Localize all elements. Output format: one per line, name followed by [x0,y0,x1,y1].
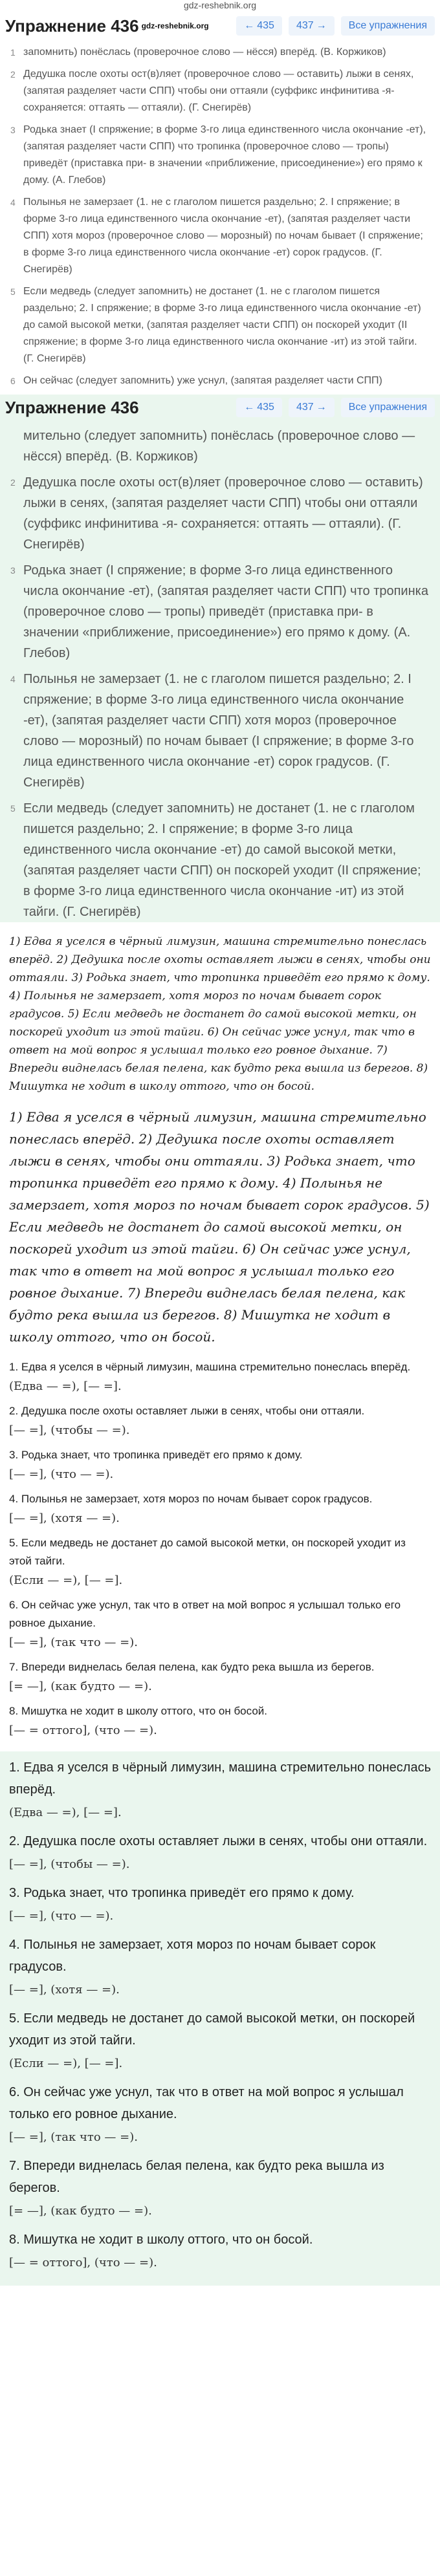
next-exercise-button[interactable]: 437 → [289,16,335,36]
list-item [10,122,430,189]
site-watermark-top: gdz-reshebnik.org [183,0,257,10]
all-exercises-button-2[interactable]: Все упражнения [341,398,435,417]
list-item [10,669,430,793]
schemes-list-2 [0,1751,440,2286]
page-title: Упражнение 436 [5,16,139,36]
item-number: 2 [10,69,16,80]
sentence-text: 3. Родька знает, что тропинка приведёт его прямо к дому. [9,1449,303,1461]
list-item [10,373,430,389]
analysis-text-2: 1) Едва я уселся в чёрный лимузин, машина стремительно понеслась вперёд. 2) Дедушка после охоты оставляет лыжи в сенях, чтобы они оттаяли. 3) Родька знает, что тропинка приведёт его прямо к дому. 4) Полынья не замерзает, хотя мороз по ночам бывает сорок градусов. 5) Если медведь не достанет до самой высокой метки, он поскорей уходит из этой тайги. 6) Он сейчас уже уснул, так что в ответ на мой вопрос я услышал только его ровное дыхание. 7) Впереди виднелась белая пелена, как будто река вышла из берегов. 8) Мишутка не ходит в школу оттого, что он босой. [9,1109,430,1345]
sentence-scheme: (Если — =), [— =]. [9,2057,123,2070]
sentence-text: 3. Родька знает, что тропинка приведёт его прямо к дому. [9,1886,355,1900]
exercise-header-2 [0,395,440,420]
exercise-list [0,44,440,389]
list-item [10,426,430,467]
item-text: Дедушка после охоты ост(в)ляет (проверочное слово — оставить) лыжи в сенях, (запятая разделяет части СПП) чтобы они оттаяли (суффикс инфинитива -я- сохраняется: оттаять — оттаяли). (Г. Снегирёв) [23,475,423,552]
item-number: 5 [10,803,16,814]
item-text: Если медведь (следует запомнить) не достанет (1. не с глаголом пишется раздельно; 2. I спряжение; в форме 3-го лица единственного числа окончание -ет) до самой высокой метки, (запятая разделяет части СПП) он поскорей уходит (II спряжение; в форме 3-го лица единственного числа окончание -ит) из этой тайги. (Г. Снегирёв) [23,286,421,364]
exercise-list-2 [0,426,440,922]
sentence-text: 4. Полынья не замерзает, хотя мороз по ночам бывает сорок градусов. [9,1938,376,1974]
list-item [10,472,430,555]
sentence-scheme: [— =], (что — =). [9,1467,114,1481]
sentence-scheme: (Если — =), [— =]. [9,1574,123,1587]
sentence-text: 2. Дедушка после охоты оставляет лыжи в сенях, чтобы они оттаяли. [9,1834,428,1848]
arrow-right-icon: → [316,402,327,413]
arrow-left-icon: ← [244,402,255,413]
sentence-text: 4. Полынья не замерзает, хотя мороз по ночам бывает сорок градусов. [9,1493,373,1505]
sentence-text: 1. Едва я уселся в чёрный лимузин, машина стремительно понеслась вперёд. [9,1361,411,1373]
prev-exercise-button[interactable]: ← 435 [236,16,282,36]
item-text: запомнить) понёслась (проверочное слово — нёсся) вперёд. (В. Коржиков) [23,47,386,58]
list-item [10,194,430,278]
exercise-block-2 [0,395,440,922]
exercise-header [0,13,440,39]
arrow-left-icon: ← [244,20,255,31]
item-text: Полынья не замерзает (1. не с глаголом пишется раздельно; 2. I спряжение; в форме 3-го лица единственного числа окончание -ет), (запятая разделяет части СПП) хотя мороз (проверочное слово — морозный) по ночам бывает (I спряжение; в форме 3-го лица единственного числа окончание -ет) сорок градусов. (Г. Снегирёв) [23,197,423,275]
sentence-text: 1. Едва я уселся в чёрный лимузин, машина стремительно понеслась вперёд. [9,1760,432,1797]
next-exercise-button-2[interactable]: 437 → [289,398,335,417]
item-number: 1 [10,47,16,58]
sentence-scheme: [— = оттого], (что — =). [9,1724,157,1737]
item-text: Полынья не замерзает (1. не с глаголом пишется раздельно; 2. I спряжение; в форме 3-го лица единственного числа окончание -ет), (запятая разделяет части СПП) хотя мороз (проверочное слово — морозный) по ночам бывает (I спряжение; в форме 3-го лица единственного числа окончание -ет) сорок градусов. (Г. Снегирёв) [23,672,414,790]
sentence-text: 6. Он сейчас уже уснул, так что в ответ на мой вопрос я услышал только его ровное дыхание. [9,2085,404,2121]
sentence-scheme: [— =], (так что — =). [9,2130,138,2144]
sentence-scheme: [— =], (чтобы — =). [9,1423,130,1437]
item-number: 5 [10,287,16,297]
item-text: мительно (следует запомнить) понёслась (проверочное слово — нёсся) вперёд. (В. Коржиков) [23,429,415,464]
item-number: 2 [10,477,16,488]
sentence-text: 8. Мишутка не ходит в школу оттого, что он босой. [9,1705,267,1717]
sentence-text: 7. Впереди виднелась белая пелена, как будто река вышла из берегов. [9,2159,384,2195]
sentence-text: 6. Он сейчас уже уснул, так что в ответ на мой вопрос я услышал только его ровное дыхание. [9,1599,401,1629]
item-number: 6 [10,376,16,386]
item-number: 3 [10,125,16,135]
sentence-scheme: [— =], (чтобы — =). [9,1857,130,1871]
item-text: Если медведь (следует запомнить) не достанет (1. не с глаголом пишется раздельно; 2. I спряжение; в форме 3-го лица единственного числа окончание -ет) до самой высокой метки, (запятая разделяет части СПП) он поскорей уходит (II спряжение; в форме 3-го лица единственного числа окончание -ит) из этой тайги. (Г. Снегирёв) [23,801,421,919]
all-exercises-button[interactable]: Все упражнения [341,16,435,36]
item-number: 3 [10,565,16,576]
sentence-scheme: (Едва — =), [— =]. [9,1380,122,1393]
item-text: Он сейчас (следует запомнить) уже уснул, (запятая разделяет части СПП) [23,375,382,386]
list-item [10,560,430,664]
item-number: 4 [10,197,16,208]
list-item [10,283,430,367]
sentence-scheme: [— =], (хотя — =). [9,1511,120,1525]
item-text: Дедушка после охоты ост(в)ляет (проверочное слово — оставить) лыжи в сенях, (запятая разделяет части СПП) чтобы они оттаяли (суффикс инфинитива -я- сохраняется: оттаять — оттаяли). (Г. Снегирёв) [23,69,414,113]
list-item [10,66,430,116]
sentence-text: 5. Если медведь не достанет до самой высокой метки, он поскорей уходит из этой тайги. [9,2011,415,2048]
sentence-scheme: [— =], (так что — =). [9,1636,138,1649]
sentence-text: 7. Впереди виднелась белая пелена, как будто река вышла из берегов. [9,1661,375,1673]
sentence-text: 8. Мишутка не ходит в школу оттого, что он босой. [9,2233,313,2247]
sentence-text: 2. Дедушка после охоты оставляет лыжи в сенях, чтобы они оттаяли. [9,1405,365,1417]
list-item [10,44,430,61]
sentence-scheme: [= —], (как будто — =). [9,2204,152,2218]
watermark-label: gdz-reshebnik.org [141,21,209,30]
sentence-text: 5. Если медведь не достанет до самой высокой метки, он поскорей уходит из этой тайги. [9,1537,406,1567]
item-number: 4 [10,674,16,684]
page-title-2: Упражнение 436 [5,397,139,417]
item-text: Родька знает (I спряжение; в форме 3-го лица единственного числа окончание -ет), (запятая разделяет части СПП) что тропинка (проверочное слово — тропы) приведёт (приставка при- в значении «приближение, присоединение») его прямо к дому. (А. Глебов) [23,563,428,660]
list-item [10,798,430,922]
prev-exercise-button-2[interactable]: ← 435 [236,398,282,417]
sentence-scheme: [= —], (как будто — =). [9,1680,152,1693]
exercise-nav [236,16,435,36]
sentence-scheme: [— =], (хотя — =). [9,1983,120,1997]
arrow-right-icon: → [316,20,327,31]
schemes-list [0,1353,440,1751]
item-text: Родька знает (I спряжение; в форме 3-го лица единственного числа окончание -ет), (запятая разделяет части СПП) что тропинка (проверочное слово — тропы) приведёт (приставка при- в значении «приближение, присоединение») его прямо к дому. (А. Глебов) [23,124,426,186]
exercise-nav-2 [236,398,435,417]
sentence-scheme: [— = оттого], (что — =). [9,2256,157,2269]
sentence-scheme: [— =], (что — =). [9,1909,114,1923]
sentence-scheme: (Едва — =), [— =]. [9,1806,122,1819]
analysis-text: 1) Едва я уселся в чёрный лимузин, машина стремительно понеслась вперёд. 2) Дедушка после охоты оставляет лыжи в сенях, чтобы они оттаяли. 3) Родька знает, что тропинка приведёт его прямо к дому. 4) Полынья не замерзает, хотя мороз по ночам бывает сорок градусов. 5) Если медведь не достанет до самой высокой метки, он поскорей уходит из этой тайги. 6) Он сейчас уже уснул, так что в ответ на мой вопрос я услышал только его ровное дыхание. 7) Впереди виднелась белая пелена, как будто река вышла из берегов. 8) Мишутка не ходит в школу оттого, что он босой. [9,935,431,1093]
